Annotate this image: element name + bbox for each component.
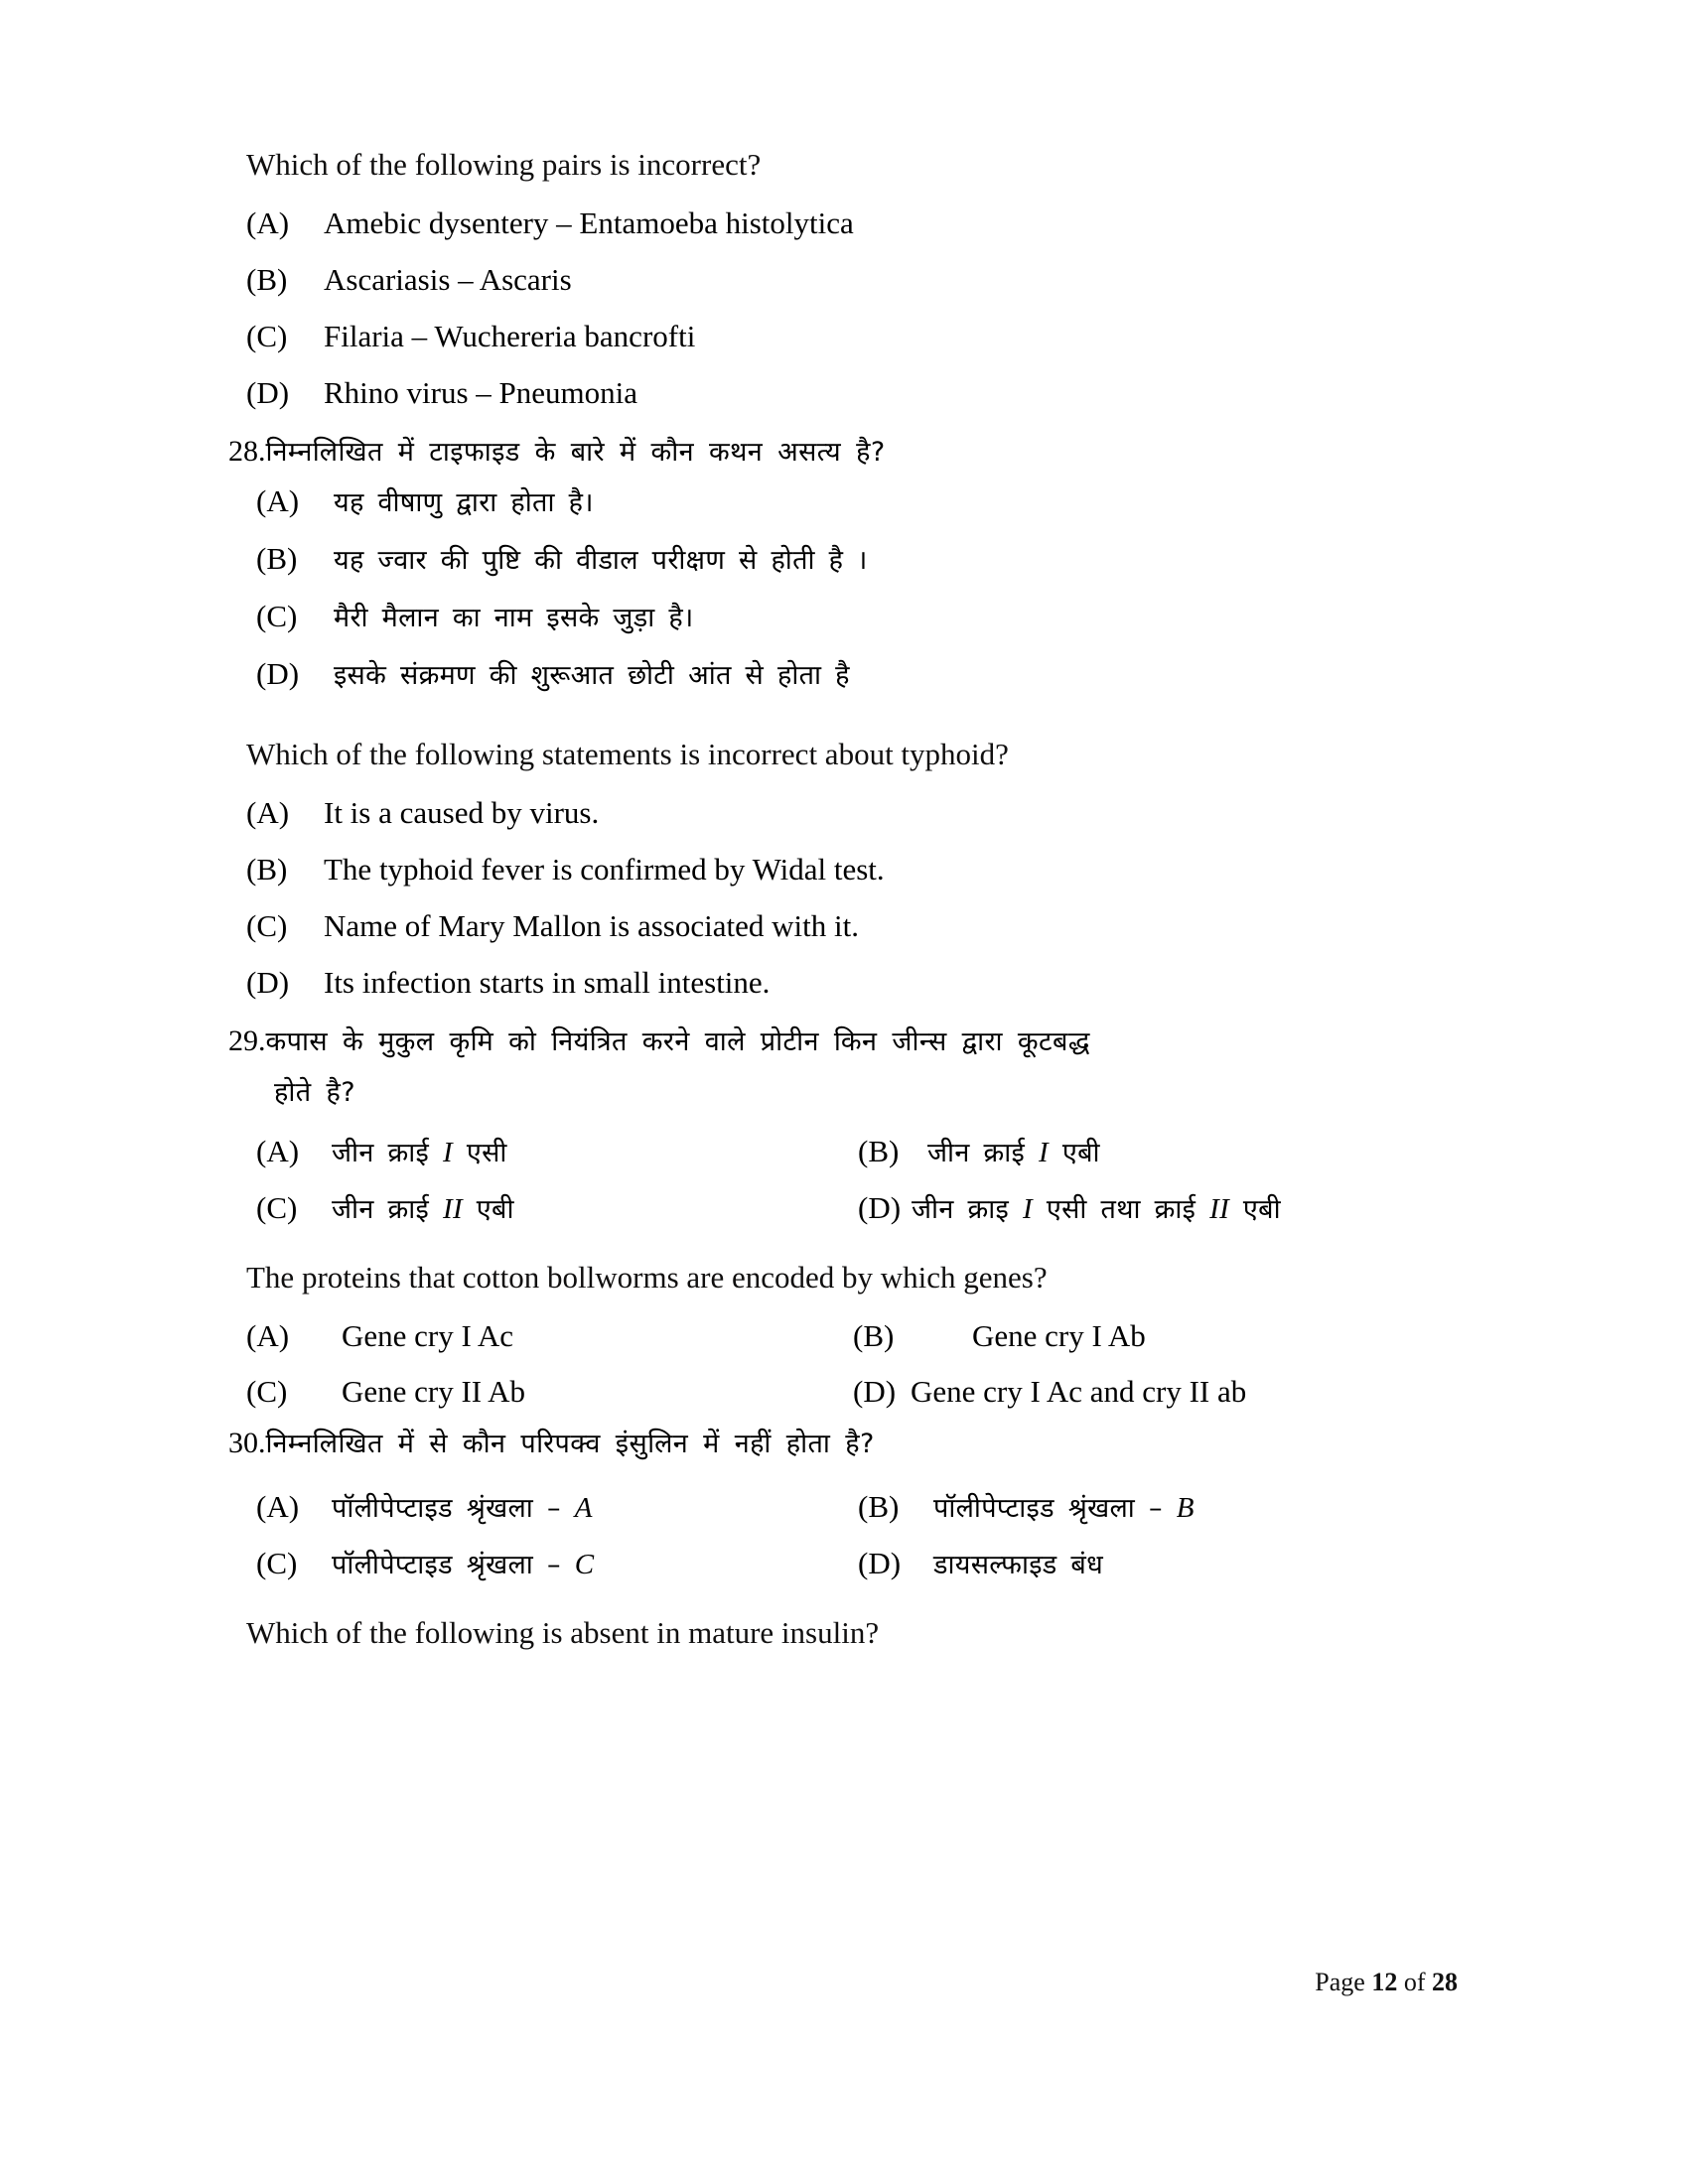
option-text: Ascariasis – Ascaris bbox=[324, 262, 572, 297]
question-30-hindi-block bbox=[228, 1424, 1460, 1581]
option-label: (C) bbox=[246, 319, 288, 353]
footer-page-prefix: Page bbox=[1315, 1968, 1365, 1996]
option-row[interactable] bbox=[256, 1545, 858, 1581]
option-text bbox=[933, 1488, 1195, 1525]
option-text: Its infection starts in small intestine. bbox=[324, 965, 771, 1000]
option-text bbox=[332, 1133, 507, 1169]
option-text: Gene cry II Ab bbox=[342, 1374, 526, 1409]
option-label: (C) bbox=[256, 1546, 298, 1580]
question-number: 28. bbox=[228, 435, 266, 468]
option-label: (A) bbox=[256, 483, 300, 518]
option-row[interactable] bbox=[246, 852, 1460, 887]
option-text-post-2: एबी bbox=[1242, 1194, 1281, 1225]
option-label: (D) bbox=[246, 375, 290, 410]
option-text bbox=[912, 1189, 1281, 1226]
option-text: Rhino virus – Pneumonia bbox=[324, 375, 638, 410]
q30-stem-english: Which of the following is absent in mature insulin? bbox=[246, 1615, 880, 1650]
spacer bbox=[228, 1410, 1460, 1424]
option-text bbox=[332, 1189, 514, 1226]
option-label: (B) bbox=[256, 541, 298, 576]
option-text-post: एबी bbox=[1061, 1138, 1100, 1168]
option-text-italic: I bbox=[1038, 1137, 1049, 1168]
option-label: (D) bbox=[246, 965, 290, 1000]
option-label: (C) bbox=[246, 1374, 288, 1409]
option-text-pre: जीन क्राई bbox=[332, 1138, 430, 1168]
option-row[interactable] bbox=[853, 1374, 1460, 1410]
option-text: इसके संक्रमण की शुरूआत छोटी आंत से होता है bbox=[334, 660, 850, 691]
option-text bbox=[332, 1488, 593, 1525]
option-text-pre: जीन क्राई bbox=[332, 1194, 430, 1225]
option-text-italic-2: II bbox=[1209, 1193, 1230, 1225]
q28-options-english bbox=[246, 795, 1460, 1001]
option-row[interactable] bbox=[256, 598, 1460, 634]
option-row[interactable] bbox=[256, 1133, 858, 1169]
spacer bbox=[228, 713, 1460, 739]
q28-stem-english: Which of the following statements is incorrect about typhoid? bbox=[246, 737, 1009, 771]
option-row[interactable] bbox=[246, 908, 1460, 944]
question-29-hindi-block bbox=[228, 1022, 1460, 1226]
option-label: (D) bbox=[858, 1546, 902, 1580]
option-row[interactable] bbox=[246, 1318, 853, 1354]
q27-stem-english: Which of the following pairs is incorrect? bbox=[246, 147, 762, 182]
option-text: It is a caused by virus. bbox=[324, 795, 600, 830]
question-number: 29. bbox=[228, 1024, 266, 1057]
option-text: यह ज्वार की पुष्टि की वीडाल परीक्षण से होती है । bbox=[334, 545, 868, 576]
question-27-english-block bbox=[228, 149, 1460, 411]
option-text-italic: I bbox=[442, 1137, 453, 1168]
option-label: (A) bbox=[256, 1489, 300, 1524]
spacer bbox=[228, 1226, 1460, 1262]
option-text-post: एबी bbox=[476, 1194, 514, 1225]
option-row[interactable] bbox=[246, 795, 1460, 831]
option-label: (A) bbox=[246, 205, 290, 240]
option-label: (B) bbox=[858, 1489, 900, 1524]
option-label: (D) bbox=[853, 1374, 897, 1409]
q28-stem-hindi bbox=[228, 432, 1460, 469]
spacer bbox=[228, 1119, 1460, 1133]
option-text-italic: C bbox=[574, 1549, 595, 1580]
q30-stem-hindi bbox=[228, 1424, 1460, 1460]
option-label: (B) bbox=[858, 1134, 900, 1168]
option-label: (D) bbox=[256, 656, 300, 691]
option-text-pre: जीन क्राइ bbox=[912, 1194, 1010, 1225]
option-text-pre: जीन क्राई bbox=[927, 1138, 1026, 1168]
question-text: निम्नलिखित में टाइफाइड के बारे में कौन कथन असत्य है? bbox=[265, 437, 886, 468]
q27-options-english bbox=[246, 205, 1460, 411]
option-row[interactable] bbox=[246, 262, 1460, 298]
q29-stem-hindi-line2: होते है? bbox=[274, 1077, 355, 1108]
page-footer bbox=[1315, 1968, 1458, 1997]
option-text: Gene cry I Ab bbox=[972, 1318, 1146, 1353]
option-label: (C) bbox=[256, 599, 298, 633]
option-row[interactable] bbox=[256, 655, 1460, 692]
option-label: (B) bbox=[246, 852, 288, 887]
option-label: (B) bbox=[853, 1318, 895, 1353]
option-text-italic: I bbox=[1022, 1193, 1033, 1225]
option-text bbox=[332, 1545, 594, 1581]
footer-total-pages: 28 bbox=[1432, 1968, 1458, 1996]
option-text-italic: II bbox=[442, 1193, 463, 1225]
option-label: (C) bbox=[256, 1190, 298, 1225]
option-row[interactable] bbox=[246, 319, 1460, 354]
option-label: (D) bbox=[858, 1190, 902, 1225]
option-text-pre: पॉलीपेप्टाइड श्रृंखला – bbox=[332, 1493, 561, 1524]
option-row[interactable] bbox=[256, 540, 1460, 577]
question-text: निम्नलिखित में से कौन परिपक्व इंसुलिन में नहीं होता है? bbox=[265, 1429, 875, 1459]
option-text-post: एसी bbox=[466, 1138, 507, 1168]
q29-stem-english: The proteins that cotton bollworms are encoded by which genes? bbox=[246, 1260, 1048, 1295]
option-label: (B) bbox=[246, 262, 288, 297]
option-text-pre: पॉलीपेप्टाइड श्रृंखला – bbox=[332, 1550, 561, 1580]
option-row[interactable] bbox=[246, 1374, 853, 1410]
option-text: मैरी मैलान का नाम इसके जुड़ा है। bbox=[334, 603, 694, 633]
option-row[interactable] bbox=[246, 375, 1460, 411]
spacer bbox=[228, 1474, 1460, 1488]
question-30-english-block bbox=[228, 1617, 1460, 1648]
option-row[interactable] bbox=[858, 1189, 1460, 1226]
option-text bbox=[927, 1133, 1100, 1169]
option-row[interactable] bbox=[853, 1318, 1460, 1354]
option-row[interactable] bbox=[256, 1189, 858, 1226]
option-label: (A) bbox=[256, 1134, 300, 1168]
option-text-italic: B bbox=[1176, 1492, 1195, 1524]
option-row[interactable] bbox=[858, 1488, 1460, 1525]
footer-page-number: 12 bbox=[1371, 1968, 1398, 1996]
option-label: (C) bbox=[246, 908, 288, 943]
option-text: Amebic dysentery – Entamoeba histolytica bbox=[324, 205, 854, 240]
footer-separator: of bbox=[1403, 1968, 1426, 1996]
spacer bbox=[228, 1581, 1460, 1617]
option-text: Gene cry I Ac and cry II ab bbox=[911, 1374, 1247, 1409]
question-text: कपास के मुकुल कृमि को नियंत्रित करने वाले प्रोटीन किन जीन्स द्वारा कूटबद्ध bbox=[265, 1026, 1090, 1057]
option-text: Name of Mary Mallon is associated with it. bbox=[324, 908, 859, 943]
q28-options-hindi bbox=[256, 482, 1460, 692]
option-text: Gene cry I Ac bbox=[342, 1318, 513, 1353]
option-label: (A) bbox=[246, 795, 290, 830]
option-text: यह वीषाणु द्वारा होता है। bbox=[334, 487, 594, 518]
option-label: (A) bbox=[246, 1318, 290, 1353]
question-28-hindi-block bbox=[228, 432, 1460, 692]
q29-stem-hindi-line1 bbox=[228, 1022, 1460, 1058]
option-text bbox=[933, 1545, 1103, 1581]
option-row[interactable] bbox=[256, 1488, 858, 1525]
option-text: Filaria – Wuchereria bancrofti bbox=[324, 319, 696, 353]
q30-options-hindi bbox=[256, 1488, 1460, 1581]
option-text-pre: पॉलीपेप्टाइड श्रृंखला – bbox=[933, 1493, 1163, 1524]
option-text-pre: डायसल्फाइड बंध bbox=[933, 1550, 1104, 1580]
q29-options-hindi bbox=[256, 1133, 1460, 1226]
q29-options-english bbox=[246, 1318, 1460, 1410]
option-text-post: एसी तथा क्राई bbox=[1046, 1194, 1196, 1225]
question-29-english-block bbox=[228, 1262, 1460, 1410]
option-row[interactable] bbox=[246, 205, 1460, 241]
option-text: The typhoid fever is confirmed by Widal test. bbox=[324, 852, 885, 887]
option-row[interactable] bbox=[858, 1545, 1460, 1581]
option-row[interactable] bbox=[858, 1133, 1460, 1169]
question-28-english-block bbox=[228, 739, 1460, 1001]
option-row[interactable] bbox=[246, 965, 1460, 1001]
option-text-italic: A bbox=[574, 1492, 593, 1524]
question-number: 30. bbox=[228, 1427, 266, 1459]
option-row[interactable] bbox=[256, 482, 1460, 519]
